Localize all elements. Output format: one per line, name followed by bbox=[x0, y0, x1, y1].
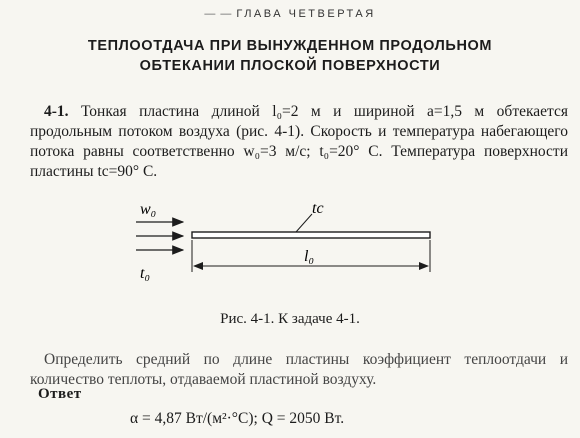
chapter-dash: — — bbox=[204, 8, 233, 20]
figure-caption: Рис. 4-1. К задаче 4-1. bbox=[220, 311, 360, 327]
answer-text: α = 4,87 Вт/(м²·°С); Q = 2050 Вт. bbox=[130, 410, 345, 427]
problem-statement bbox=[30, 102, 568, 182]
figure-4-1 bbox=[0, 190, 580, 310]
label-t0: t₀ bbox=[140, 265, 151, 282]
label-l0: l₀ bbox=[304, 248, 315, 265]
problem-number: 4-1. bbox=[44, 103, 69, 120]
chapter-header bbox=[0, 8, 580, 20]
tc-leader-line bbox=[296, 214, 312, 232]
problem-text: Тонкая пластина длиной l₀=2 м и шириной a=1,5 м обтекается продольным потоком воздуха (рис. 4-1). Скорость и температура набегающего потока равны соответственно w₀=3 м/с; t₀=20° С. Температура поверхности пластины tс=90° С. bbox=[30, 103, 569, 180]
label-tc: tc bbox=[312, 200, 324, 217]
section-title-line1: ТЕПЛООТДАЧА ПРИ ВЫНУЖДЕННОМ ПРОДОЛЬНОМ bbox=[87, 38, 493, 54]
plate bbox=[192, 232, 430, 238]
label-w0: w₀ bbox=[140, 201, 157, 218]
task-text: Определить средний по длине пластины коэффициент теплоотдачи и количество теплоты, отдаваемой пластиной воздуху. bbox=[30, 351, 568, 388]
chapter-header-text: ГЛАВА ЧЕТВЕРТАЯ bbox=[236, 8, 376, 20]
section-title-line2: ОБТЕКАНИИ ПЛОСКОЙ ПОВЕРХНОСТИ bbox=[139, 58, 441, 74]
answer-label: Ответ bbox=[38, 386, 82, 402]
